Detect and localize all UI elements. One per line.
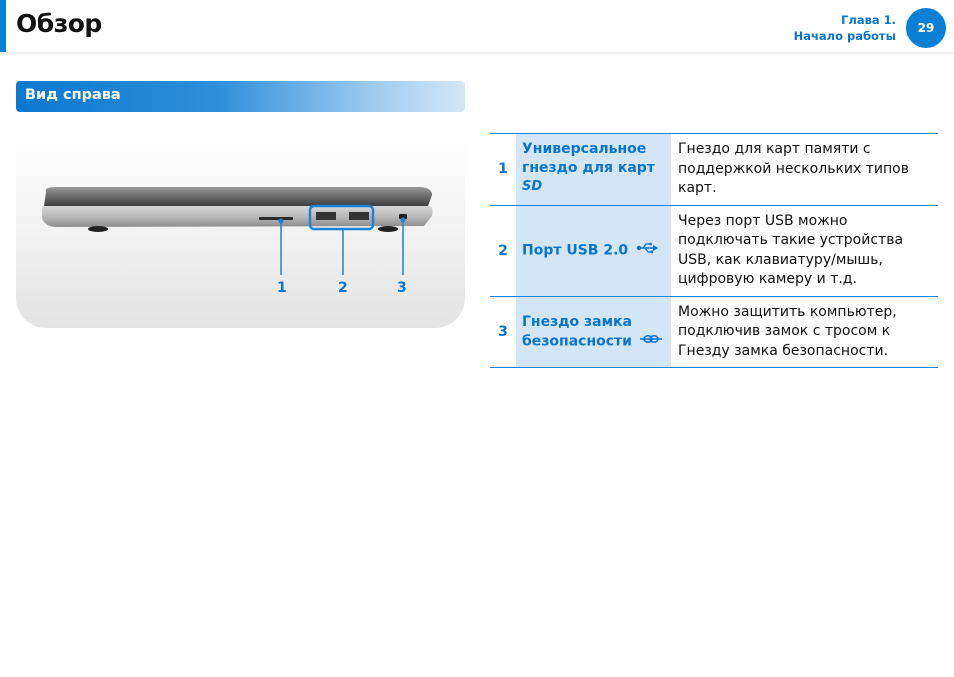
usb-icon <box>636 241 658 260</box>
section-header <box>16 81 465 112</box>
callout-1: 1 <box>277 280 287 296</box>
chapter-number: Глава 1. <box>841 13 896 27</box>
row-name-cell <box>516 296 671 368</box>
row-description: Через порт USB можно подключать такие устройства USB, как клавиатуру/мышь, цифровую камеру и т.д. <box>678 212 904 287</box>
laptop-drawing <box>16 132 465 328</box>
header-accent-bar <box>0 0 6 52</box>
row-description: Гнездо для карт памяти с поддержкой нескольких типов карт. <box>678 141 909 196</box>
chapter-title: Начало работы <box>793 29 896 43</box>
row-name-cell <box>516 205 671 296</box>
card-slot <box>259 217 293 220</box>
laptop-lid <box>44 187 432 206</box>
page-title: Обзор <box>16 9 102 38</box>
port-description-table <box>490 133 938 368</box>
header-divider <box>0 52 954 56</box>
row-name-cell <box>516 134 671 206</box>
row-number: 2 <box>498 242 508 259</box>
laptop-foot-front <box>88 226 108 232</box>
row-name: Гнездо замка безопасности <box>522 313 632 349</box>
row-name: Порт USB 2.0 <box>522 242 629 259</box>
callout-3: 3 <box>397 280 407 296</box>
leader-dot-1 <box>279 219 284 224</box>
row-number: 3 <box>498 323 508 340</box>
laptop-foot-back <box>378 226 398 232</box>
row-number: 1 <box>498 161 508 178</box>
row-description: Можно защитить компьютер, подключив замок с тросом к Гнезду замка безопасности. <box>678 303 897 359</box>
chapter-label <box>794 12 896 44</box>
page-number-badge: 29 <box>906 8 946 48</box>
laptop-right-side-illustration <box>16 132 465 328</box>
row-name: Универсальное гнездо для карт <box>522 141 655 177</box>
leader-dot-3 <box>401 218 406 223</box>
sd-card-icon <box>522 178 550 198</box>
usb-port-1 <box>316 212 336 220</box>
callout-2: 2 <box>338 280 348 296</box>
lock-slot-icon <box>640 332 662 351</box>
section-title: Вид справа <box>25 87 121 103</box>
table-row <box>490 296 938 368</box>
svg-text:SD: SD <box>522 179 543 193</box>
table-row <box>490 134 938 206</box>
usb-port-2 <box>349 212 369 220</box>
table-row <box>490 205 938 296</box>
